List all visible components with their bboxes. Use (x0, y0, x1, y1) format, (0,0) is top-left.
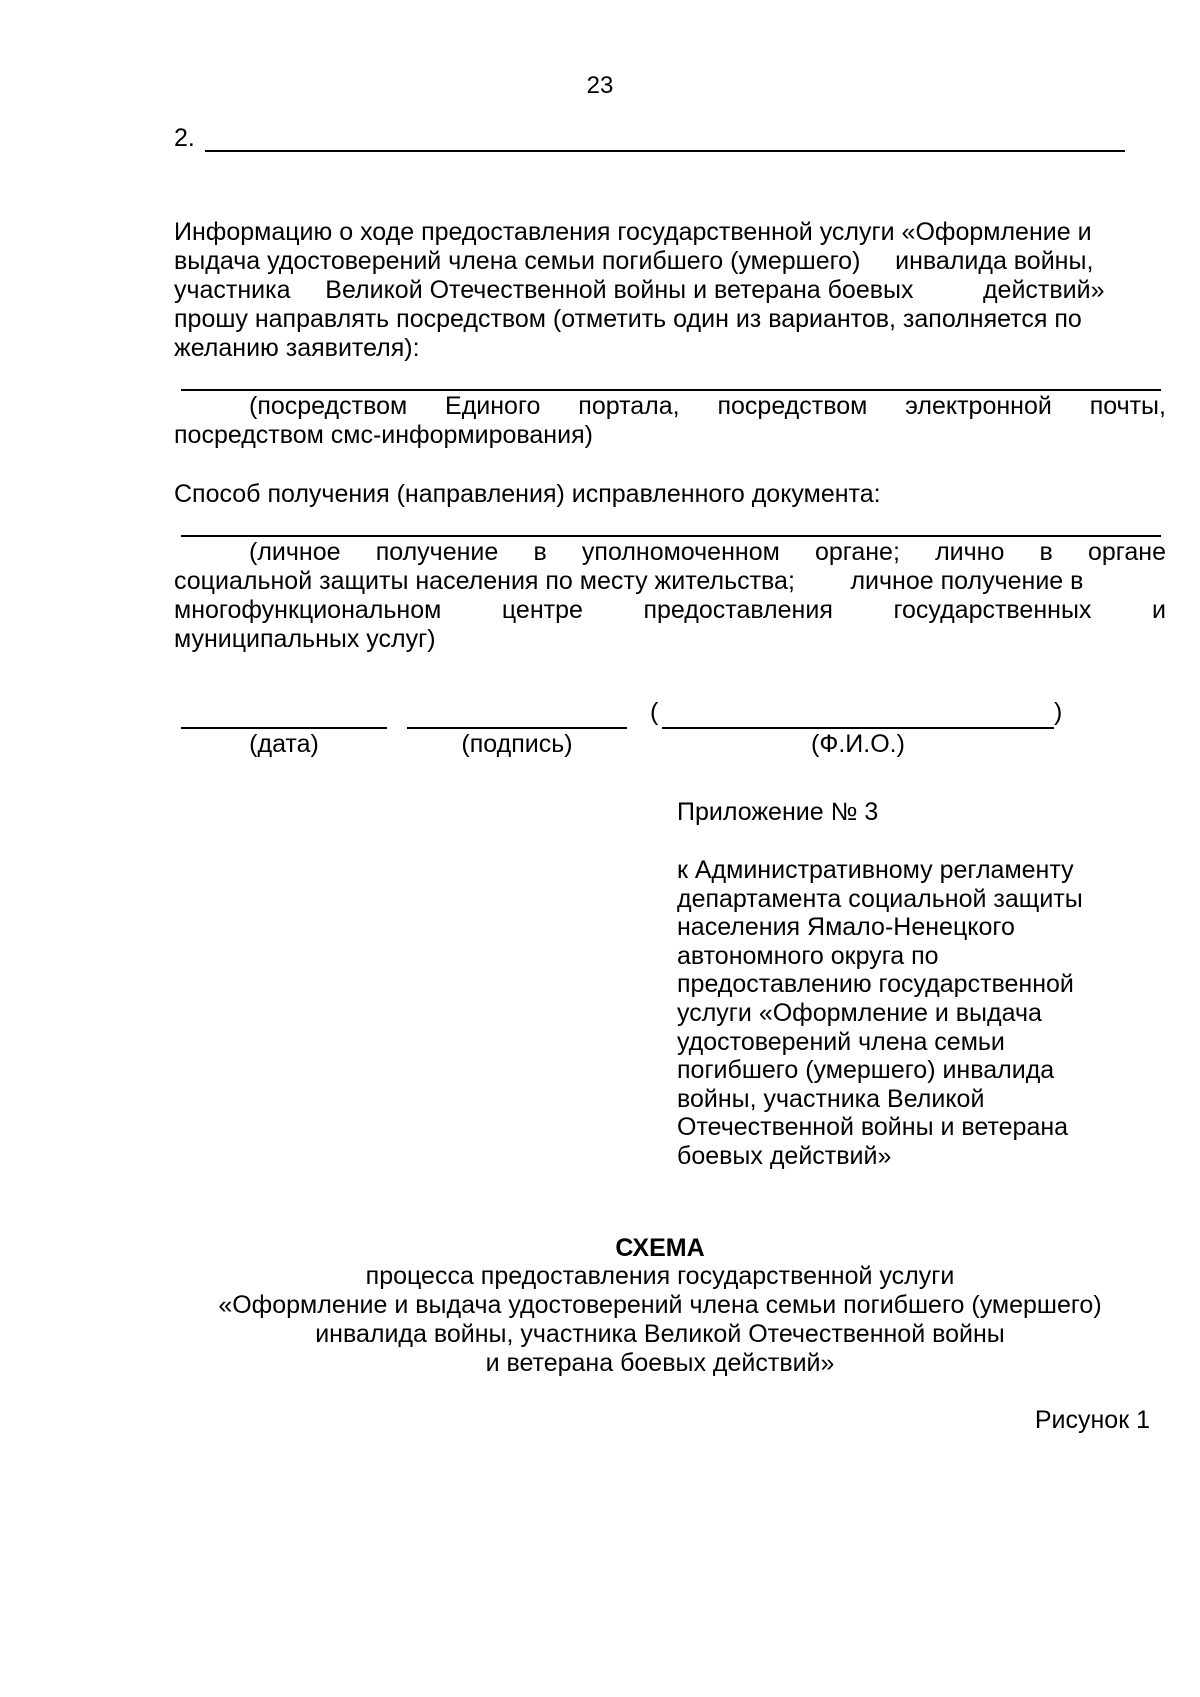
receipt-word: органе (1088, 538, 1166, 566)
notify-options-line-1 (174, 392, 1166, 421)
receipt-word: уполномоченном (581, 538, 780, 566)
receipt-blank-line (181, 535, 1161, 537)
info-line-2: выдача удостоверений члена семьи погибшего (умершего) инвалида войны, (174, 247, 1094, 275)
appendix-line: автономного округа по (677, 941, 939, 970)
notify-options-line-2: посредством смс-информирования) (174, 421, 593, 449)
receipt-word: органе; (814, 538, 900, 566)
appendix-line: услуги «Оформление и выдача (677, 998, 1042, 1027)
scheme-subtitle-line: инвалида войны, участника Великой Отечественной войны (315, 1320, 1005, 1348)
notify-word: (посредством (249, 392, 408, 420)
item-blank-line (205, 150, 1125, 152)
receipt-word: государственных (893, 596, 1092, 624)
page-number: 23 (586, 72, 614, 99)
notify-word: электронной (905, 392, 1052, 420)
receipt-word: и (1152, 596, 1166, 624)
scheme-subtitle (150, 1262, 1170, 1378)
scheme-subtitle-line: процесса предоставления государственной услуги (365, 1262, 955, 1290)
appendix-line: боевых действий» (677, 1141, 892, 1170)
notify-word: портала, (578, 392, 680, 420)
appendix-line: департамента социальной защиты (677, 884, 1083, 913)
name-close-paren: ) (1054, 698, 1063, 726)
notify-word: посредством (717, 392, 868, 420)
item-number: 2. (174, 124, 195, 152)
appendix-line: погибшего (умершего) инвалида (677, 1056, 1055, 1085)
info-line-1: Информацию о ходе предоставления государственной услуги «Оформление и (174, 218, 1092, 246)
receipt-options-line-3 (174, 596, 1166, 625)
signature-label: (подпись) (461, 730, 573, 758)
receipt-word: в (533, 538, 547, 566)
signature-line (407, 727, 627, 729)
info-line-4: прошу направлять посредством (отметить один из вариантов, заполняется по (174, 305, 1082, 333)
figure-label: Рисунок 1 (1034, 1406, 1150, 1434)
appendix-line: Отечественной войны и ветерана (677, 1113, 1069, 1142)
name-open-paren: ( (650, 698, 659, 726)
receipt-word: многофункциональном (174, 596, 442, 624)
scheme-subtitle-line: и ветерана боевых действий» (485, 1349, 835, 1377)
appendix-line: войны, участника Великой (677, 1084, 985, 1113)
name-line (662, 727, 1054, 729)
receipt-word: предоставления (643, 596, 833, 624)
appendix-line: удостоверений члена семьи (677, 1027, 1005, 1056)
receipt-word: в (1039, 538, 1053, 566)
receipt-word: получение (375, 538, 499, 566)
appendix-line: к Административному регламенту (677, 856, 1074, 884)
date-label: (дата) (249, 730, 319, 758)
appendix-title: Приложение № 3 (677, 798, 879, 826)
date-line (181, 727, 387, 729)
receipt-options (174, 538, 1166, 654)
appendix-body (677, 856, 1147, 1171)
notify-blank-line (181, 389, 1161, 391)
notify-word: почты, (1089, 392, 1166, 420)
receipt-options-line-1 (174, 538, 1166, 567)
receipt-word: лично (935, 538, 1005, 566)
name-label: (Ф.И.О.) (811, 730, 905, 758)
receipt-heading: Способ получения (направления) исправленного документа: (174, 480, 881, 508)
info-line-3: участника Великой Отечественной войны и ветерана боевых действий» (174, 276, 1105, 304)
info-paragraph (174, 218, 1164, 363)
info-line-5: желанию заявителя): (174, 334, 420, 362)
receipt-options-line-2: социальной защиты населения по месту жительства; личное получение в (174, 567, 1084, 595)
notify-options (174, 392, 1166, 450)
notify-word: Единого (445, 392, 541, 420)
receipt-options-line-4: муниципальных услуг) (174, 625, 436, 653)
scheme-title: СХЕМА (615, 1234, 705, 1262)
appendix-line: населения Ямало-Ненецкого (677, 913, 1015, 942)
scheme-subtitle-line: «Оформление и выдача удостоверений члена семьи погибшего (умершего) (218, 1291, 1102, 1319)
receipt-word: центре (501, 596, 583, 624)
appendix-line: предоставлению государственной (677, 970, 1074, 999)
receipt-word: (личное (249, 538, 341, 566)
